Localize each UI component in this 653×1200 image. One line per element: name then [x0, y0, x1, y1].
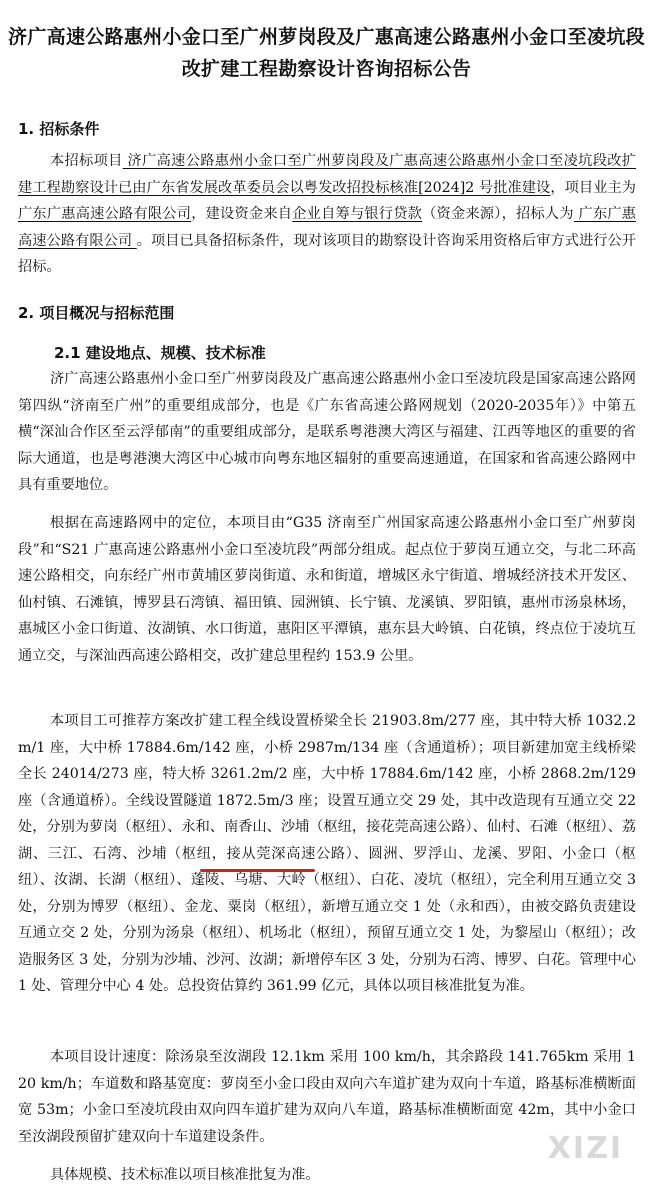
section-2-1-heading: 2.1 建设地点、规模、技术标准 — [54, 344, 266, 362]
watermark: XIZI — [547, 1131, 623, 1166]
paragraph-speed: 本项目设计速度：除汤泉至汝湖段 12.1km 采用 100 km/h，其余路段 141.765km 采用 120 km/h；车道数和路基宽度：萝岗至小金口段由双向六车道扩建为双向十车道，路基标准横断面宽 53m；小金口至凌坑段由双向四车道扩建为双向八车道，路基标准横断面宽 42m，其中小金口至汝湖段预留扩建双向十车道建设条件。 — [18, 1049, 636, 1145]
tenderer-underlined: 广东广惠高速公路有限公司 — [18, 206, 636, 249]
paragraph-final: 具体规模、技术标准以项目核准批复为准。 — [50, 1167, 320, 1183]
text: 本招标项目 — [50, 153, 123, 169]
paragraph-scale: 本项目工可推荐方案改扩建工程全线设置桥梁全长 21903.8m/277 座，其中特大桥 1032.2m/1 座，大中桥 17884.6m/142 座，小桥 2987m/134 座（含通道桥）；项目新建加宽主线桥梁全长 24014/273 座，特大桥 3261.2m/2 座，大中桥 17884.6m/142 座，小桥 2868.2m/129 座（含通道桥）。全线设置隧道 1872.5m/3 座；设置互通立交 29 处，其中改造现有互通立交 22 处，分别为萝岗（枢纽）、永和、南香山、沙埔（枢纽，接花莞高速公路）、仙村、石滩（枢纽）、荔湖、三江、石湾、沙埔（枢纽，接从莞深高速公路）、圆洲、罗浮山、龙溪、罗阳、小金口（枢纽）、汝湖、长湖（枢纽）、蓬陵、乌塘、大岭（枢纽）、白花、凌坑（枢纽），完全利用互通立交 3 处，分别为博罗（枢纽）、金龙、粟岗（枢纽），新增互通立交 1 处（永和西），由被交路负责建设互通立交 2 处，分别为汤泉（枢纽）、机场北（枢纽），预留互通立交 1 处，为黎屋山（枢纽）；改造服务区 3 处，分别为沙埔、沙河、汝湖；新增停车区 3 处，分别为石湾、博罗、白花。管理中心 1 处、管理分中心 4 处。总投资估算约 361.99 亿元，具体以项目核准批复为准。 — [18, 713, 636, 994]
text: 。项目已具备招标条件，现对该项目的勘察设计咨询采用资格后审方式进行公开招标。 — [18, 232, 636, 275]
text: ，建设资金来自 — [191, 206, 293, 222]
red-highlight-underline — [200, 869, 315, 872]
section-2-heading: 2. 项目概况与招标范围 — [18, 304, 175, 322]
title-line-2: 改扩建工程勘察设计咨询招标公告 — [181, 58, 472, 80]
project-name-underlined: 济广高速公路惠州小金口至广州萝岗段及广惠高速公路惠州小金口至凌坑段改扩建工程勘察设计已由广东省发展改革委员会以粤发改招投标核准[2024]2 号批准建设 — [18, 153, 636, 196]
owner-underlined: 广东广惠高速公路有限公司 — [18, 206, 192, 222]
text: （资金来源），招标人为 — [422, 206, 574, 222]
text: ，项目业主为 — [550, 179, 636, 196]
section-1-heading: 1. 招标条件 — [18, 120, 100, 138]
title-line-1: 济广高速公路惠州小金口至广州萝岗段及广惠高速公路惠州小金口至凌坑段 — [8, 26, 645, 48]
funding-underlined: 企业自筹与银行贷款 — [292, 206, 423, 222]
paragraph-overview: 济广高速公路惠州小金口至广州萝岗段及广惠高速公路惠州小金口至凌坑段是国家高速公路网第四纵“济南至广州”的重要组成部分，也是《广东省高速公路网规划（2020-2035年）》中第五横“深汕合作区至云浮郁南”的重要组成部分，是联系粤港澳大湾区与福建、江西等地区的重要的省际大通道，也是粤港澳大湾区中心城市向粤东地区辐射的重要高速通道，在国家和省高速公路网中具有重要地位。 — [18, 371, 636, 493]
paragraph-route: 根据在高速路网中的定位，本项目由“G35 济南至广州国家高速公路惠州小金口至广州萝岗段”和“S21 广惠高速公路惠州小金口至凌坑段”两部分组成。起点位于萝岗互通立交，与北二环高速公路相交，向东经广州市黄埔区萝岗街道、永和街道，增城区永宁街道、增城经济技术开发区、仙村镇、石滩镇，博罗县石湾镇、福田镇、园洲镇、长宁镇、龙溪镇、罗阳镇，惠州市汤泉林场，惠城区小金口街道、汝湖镇、水口街道，惠阳区平潭镇，惠东县大岭镇、白花镇，终点位于凌坑互通立交，与深汕西高速公路相交，改扩建总里程约 153.9 公里。 — [18, 515, 636, 664]
section-1-paragraph — [18, 148, 636, 281]
